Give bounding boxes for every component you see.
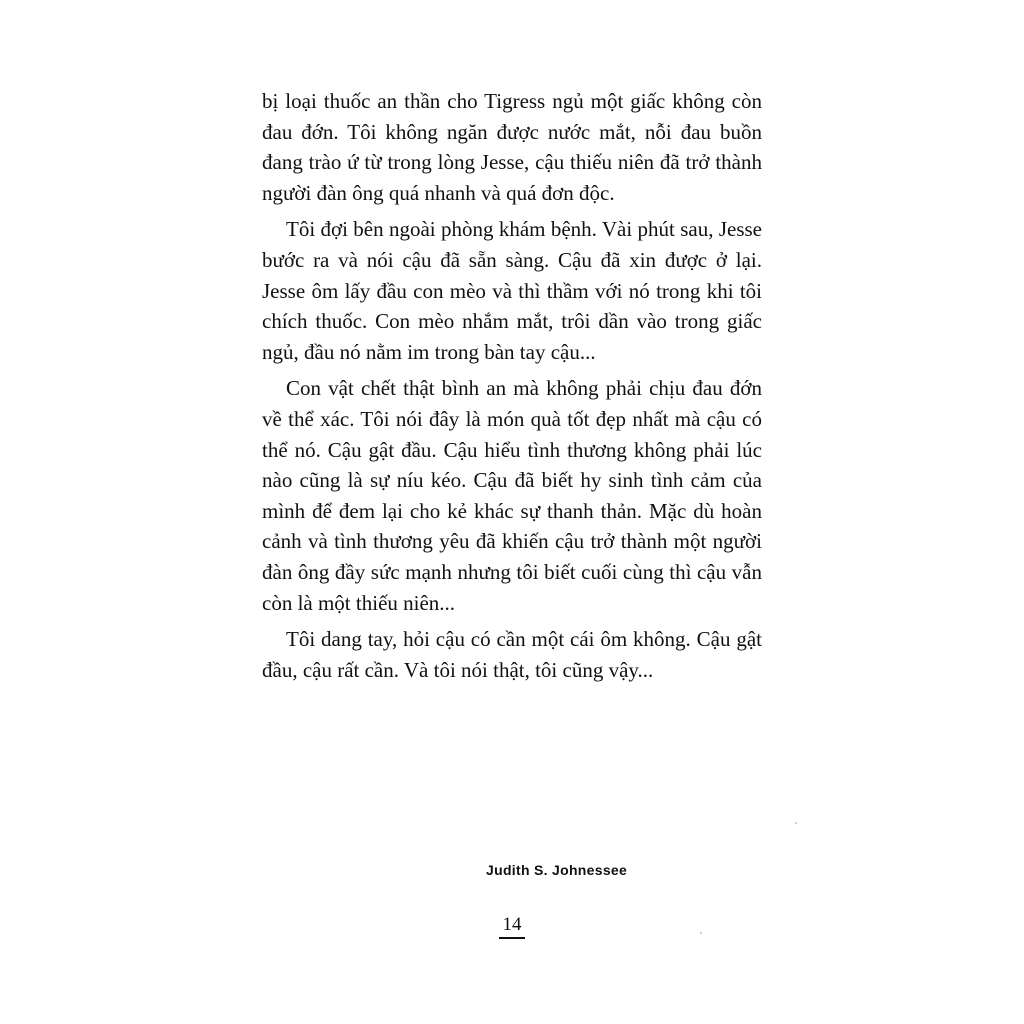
- paragraph-4: Tôi dang tay, hỏi cậu có cần một cái ôm không. Cậu gật đầu, cậu rất cần. Và tôi nói thật, tôi cũng vậy...: [262, 627, 762, 682]
- paragraph-1: bị loại thuốc an thần cho Tigress ngủ một giấc không còn đau đớn. Tôi không ngăn được nước mắt, nỗi đau buồn đang trào ứ từ trong lòng Jesse, cậu thiếu niên đã trở thành người đàn ông quá nhanh và quá đơn độc.: [262, 89, 762, 205]
- author-signature: Judith S. Johnessee: [486, 862, 628, 878]
- page-number: 14: [499, 914, 525, 939]
- paragraph-3: Con vật chết thật bình an mà không phải chịu đau đớn về thể xác. Tôi nói đây là món quà tốt đẹp nhất mà cậu có thể nó. Cậu gật đầu. Cậu hiểu tình thương không phải lúc nào cũng là sự níu kéo. Cậu đã biết hy sinh tình cảm của mình để đem lại cho kẻ khác sự thanh thản. Mặc dù hoàn cảnh và tình thương yêu đã khiến cậu trở thành một người đàn ông đầy sức mạnh nhưng tôi biết cuối cùng thì cậu vẫn còn là một thiếu niên...: [262, 376, 762, 615]
- scan-speck: [700, 932, 702, 934]
- scan-speck: [795, 822, 797, 824]
- paragraph-2: Tôi đợi bên ngoài phòng khám bệnh. Vài phút sau, Jesse bước ra và nói cậu đã sẵn sàng. Cậu đã xin được ở lại. Jesse ôm lấy đầu con mèo và thì thầm với nó trong khi tôi chích thuốc. Con mèo nhắm mắt, trôi dần vào trong giấc ngủ, đầu nó nằm im trong bàn tay cậu...: [262, 217, 762, 364]
- body-text: [262, 86, 762, 691]
